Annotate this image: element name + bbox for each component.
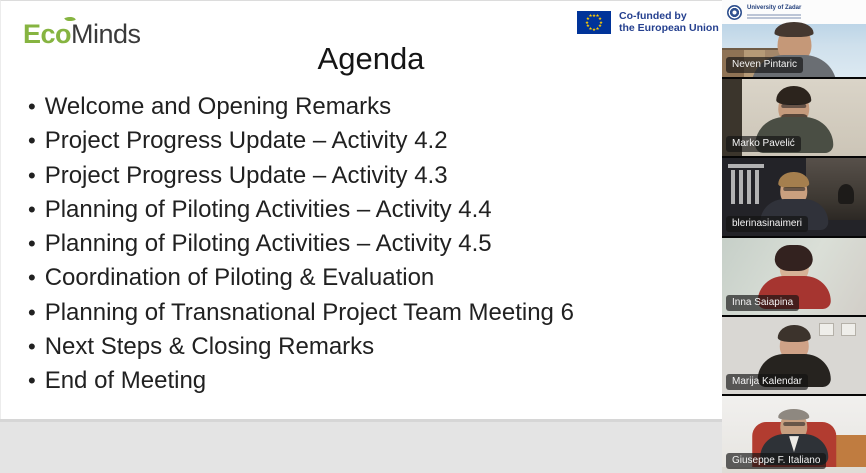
bullet-icon: • (28, 196, 36, 222)
bullet-icon: • (28, 368, 36, 394)
bullet-icon: • (28, 265, 36, 291)
columns-logo-icon (731, 170, 761, 204)
agenda-item (28, 93, 716, 127)
participant-tile-marija[interactable] (722, 317, 866, 394)
agenda-item (28, 162, 716, 196)
banner-subtext-bar (747, 17, 801, 19)
agenda-list (28, 93, 716, 402)
participant-tile-blerina[interactable] (722, 158, 866, 235)
ecominds-logo-minds: Minds (71, 19, 141, 49)
agenda-item (28, 196, 716, 230)
agenda-item-text: Planning of Piloting Activities – Activity 4.5 (44, 230, 492, 258)
background-cabinet (831, 435, 866, 467)
bullet-icon: • (28, 334, 36, 360)
university-banner-title: University of Zadar (747, 5, 802, 11)
glasses-icon (783, 187, 805, 191)
slide-bottom-margin (0, 419, 722, 473)
ecominds-logo-eco: Eco (23, 19, 72, 49)
agenda-item (28, 264, 716, 298)
agenda-item (28, 299, 716, 333)
eu-cofunded-text (619, 10, 719, 34)
eu-cofunded-line1: Co-funded by (619, 10, 687, 22)
eu-cofunded-logo (577, 10, 719, 34)
bullet-icon: • (28, 299, 36, 325)
participant-name-label: blerinasinaimeri (726, 216, 808, 232)
agenda-item-text: Welcome and Opening Remarks (44, 93, 392, 120)
eu-star-icon (588, 13, 593, 18)
bullet-icon: • (28, 162, 36, 188)
university-emblem-icon (727, 5, 742, 20)
bullet-icon: • (28, 128, 36, 154)
bullet-icon: • (28, 94, 36, 119)
agenda-item (28, 230, 716, 264)
agenda-item (28, 333, 716, 367)
bullet-icon: • (28, 231, 36, 257)
agenda-item-text: Project Progress Update – Activity 4.3 (44, 161, 448, 189)
participant-tile-neven[interactable] (722, 0, 866, 77)
agenda-item (28, 127, 716, 161)
slide-title: Agenda (317, 41, 425, 76)
agenda-item (28, 367, 716, 401)
eu-cofunded-line2: the European Union (619, 22, 719, 34)
glasses-icon (781, 104, 806, 109)
agenda-item-text: Project Progress Update – Activity 4.2 (44, 127, 448, 155)
participant-tile-giuseppe[interactable] (722, 396, 866, 473)
agenda-item-text: Planning of Piloting Activities – Activity 4.4 (44, 195, 492, 223)
banner-subtext-bar (747, 14, 801, 16)
agenda-item-text: Coordination of Piloting & Evaluation (44, 264, 435, 292)
participant-tile-inna[interactable] (722, 238, 866, 315)
participants-sidebar (722, 0, 866, 473)
participant-tile-marko[interactable] (722, 79, 866, 156)
glasses-icon (783, 422, 805, 426)
wall-frame (841, 323, 856, 336)
agenda-item-text: Next Steps & Closing Remarks (44, 333, 375, 361)
participant-name-label: Inna Saiapina (726, 295, 799, 311)
agenda-item-text: Planning of Transnational Project Team Meeting 6 (44, 298, 574, 326)
participant-name-label: Marko Pavelić (726, 136, 801, 152)
agenda-item-text: End of Meeting (44, 367, 207, 395)
participant-name-label: Marija Kalendar (726, 374, 808, 390)
participant-name-label: Neven Pintaric (726, 57, 803, 73)
virtual-background-banner (722, 0, 866, 24)
eu-flag-icon (577, 11, 611, 34)
participant-name-label: Giuseppe F. Italiano (726, 453, 826, 469)
